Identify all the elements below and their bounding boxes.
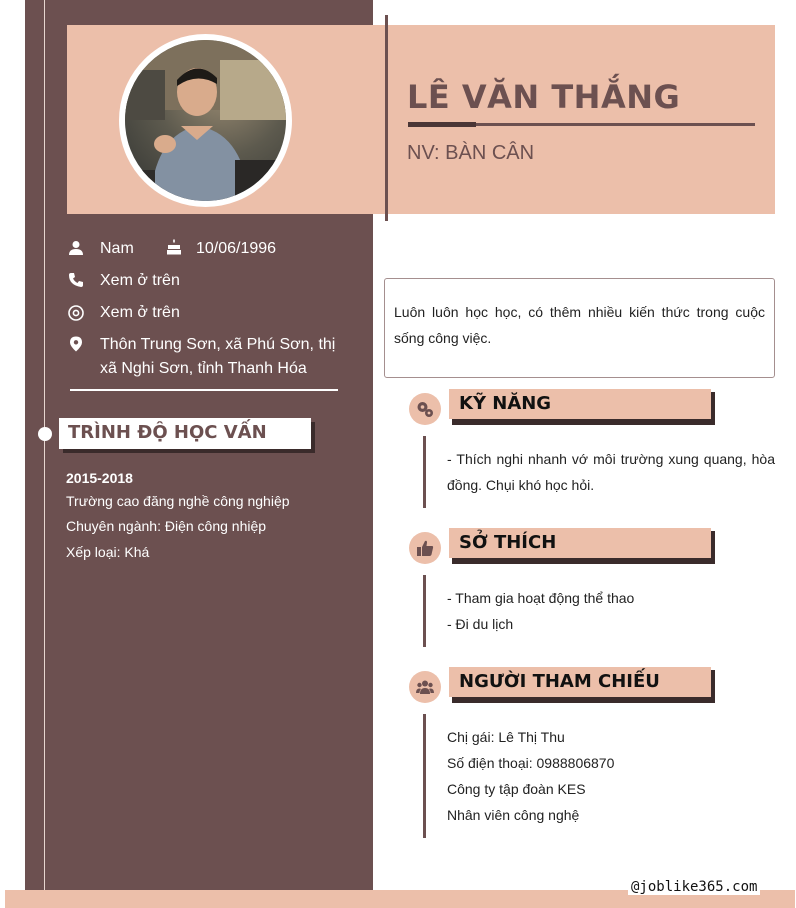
hobby-item: - Đi du lịch [447,616,514,632]
avatar-photo [125,40,286,201]
phone-value: Xem ở trên [100,272,180,289]
gears-icon [416,400,434,418]
candidate-name: LÊ VĂN THẮNG [407,78,681,116]
reference-line: Nhân viên công nghệ [447,807,580,823]
header-divider [385,15,388,221]
skills-title: KỸ NĂNG [449,389,711,419]
user-icon [68,240,84,256]
references-badge [409,671,441,703]
phone-icon [68,272,84,288]
reference-line: Công ty tập đoàn KES [447,781,586,797]
name-underline-accent [408,122,476,127]
birthday-value: 10/06/1996 [196,240,277,257]
candidate-position: NV: BÀN CÂN [407,142,535,164]
references-title: NGƯỜI THAM CHIẾU [449,667,711,697]
career-objective: Luôn luôn học học, có thêm nhiều kiến thức trong cuộc sống công việc. [384,278,775,378]
hobby-item: - Tham gia hoạt động thể thao [447,590,635,606]
skills-badge [409,393,441,425]
hobbies-title: SỞ THÍCH [449,528,711,558]
address-line-1: Thôn Trung Sơn, xã Phú Sơn, thị [100,336,336,353]
education-major: Chuyên ngành: Điện công nhiệp [66,518,267,534]
users-icon [416,678,434,696]
hobbies-badge [409,532,441,564]
education-school: Trường cao đăng nghề công nghiệp [66,493,290,509]
watermark: @joblike365.com [628,879,760,895]
cake-icon [166,239,182,255]
sidebar-divider [70,389,338,391]
reference-line: Chị gái: Lê Thị Thu [447,729,565,745]
email-value: Xem ở trên [100,304,180,321]
address-line-2: xã Nghi Sơn, tỉnh Thanh Hóa [100,360,307,377]
sidebar-border-line [44,0,45,908]
skills-text: - Thích nghi nhanh vớ môi trường xung quang, hòa đồng. Chụi khó học hỏi. [447,451,775,493]
hobbies-line [423,575,426,647]
map-pin-icon [68,336,84,352]
education-year: 2015-2018 [66,470,133,486]
timeline-dot [38,427,52,441]
education-grade: Xếp loại: Khá [66,544,150,560]
references-line [423,714,426,838]
skills-line [423,436,426,508]
thumbs-up-icon [416,539,434,557]
avatar [119,34,292,207]
education-title: TRÌNH ĐỘ HỌC VẤN [59,418,311,449]
at-icon [68,305,84,321]
gender-value: Nam [100,240,134,257]
reference-line: Số điện thoại: 0988806870 [447,755,615,771]
